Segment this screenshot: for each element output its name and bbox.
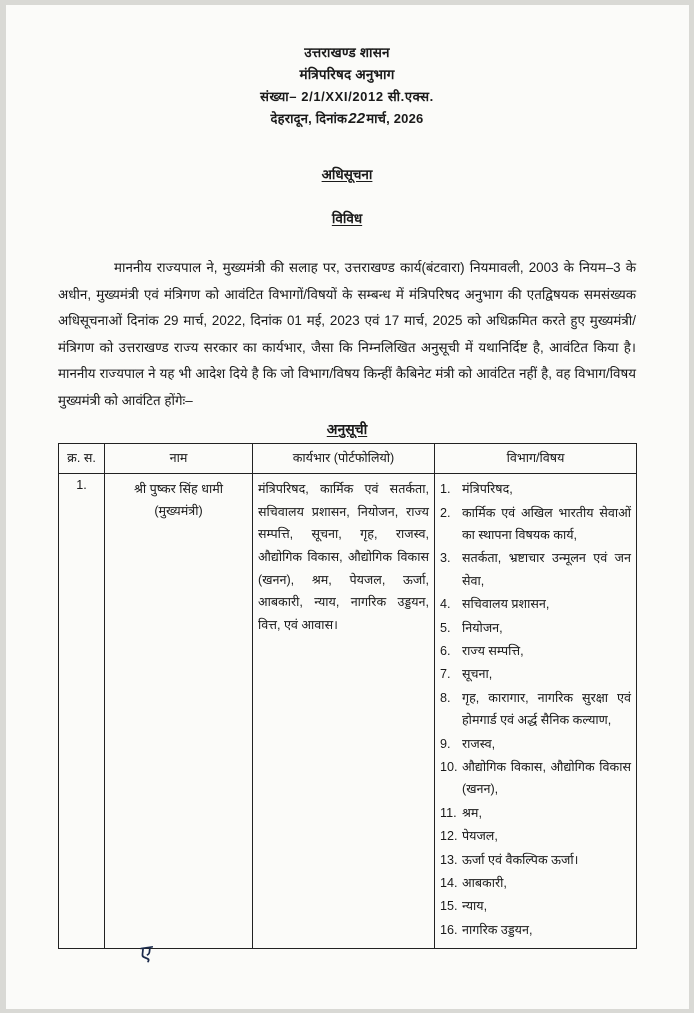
- list-item: [440, 756, 631, 801]
- list-item-label: सूचना,: [462, 667, 493, 682]
- list-item: [440, 478, 631, 500]
- list-item-number: 6.: [440, 643, 451, 658]
- list-item: [440, 825, 631, 847]
- title-block: [58, 165, 636, 227]
- list-item-number: 5.: [440, 620, 451, 635]
- list-item: [440, 617, 631, 639]
- minister-designation: (मुख्यमंत्री): [154, 504, 203, 519]
- list-item: [440, 547, 631, 592]
- list-item-label: गृह, कारागार, नागरिक सुरक्षा एवं होमगार्ड एवं अर्द्ध सैनिक कल्याण,: [462, 690, 631, 728]
- column-header-portfolio: कार्यभार (पोर्टफोलियो): [253, 444, 435, 474]
- column-header-serial-label: क्र. स.: [67, 451, 96, 466]
- list-item-number: 13.: [440, 852, 458, 867]
- department-list: [440, 478, 631, 941]
- list-item-label: राज्य सम्पत्ति,: [462, 643, 524, 658]
- minister-name: श्री पुष्कर सिंह धामी: [133, 482, 224, 497]
- list-item: [440, 802, 631, 824]
- list-item: [440, 502, 631, 547]
- list-item-number: 8.: [440, 690, 451, 705]
- list-item-number: 2.: [440, 505, 451, 520]
- list-item-label: कार्मिक एवं अखिल भारतीय सेवाओं का स्थापना विषयक कार्य,: [462, 505, 631, 542]
- list-item: [440, 640, 631, 662]
- header-date-stamp: 22: [348, 109, 366, 127]
- header-government-name: उत्तराखण्ड शासन: [304, 45, 390, 60]
- header-reference-number: संख्या– 2/1/XXI/2012 सी.एक्स.: [260, 88, 434, 104]
- list-item: [440, 849, 631, 871]
- notification-title: अधिसूचना: [321, 167, 373, 183]
- header-place-and-date: [58, 107, 636, 131]
- notification-body-paragraph: माननीय राज्यपाल ने, मुख्यमंत्री की सलाह पर, उत्तराखण्ड कार्य(बंटवारा) नियमावली, 2003 के नियम–3 के अधीन, मुख्यमंत्री एवं मंत्रिगण को आवंटित विभागों/विषयों के सम्बन्ध में मंत्रिपरिषद अनुभाग की एतद्विषयक समसंख्यक अधिसूचनाओं दिनांक 29 मार्च, 2022, दिनांक 01 मई, 2023 एवं 17 मार्च, 2025 को अधिक्रमित करते हुए मुख्यमंत्री/मंत्रिगण को उत्तराखण्ड राज्य सरकार का कार्यभार, जैसा कि निम्नलिखित अनुसूची में यथानिर्दिष्ट है, आवंटित किया है। माननीय राज्यपाल ने यह भी आदेश दिये है कि जो विभाग/विषय किन्हीं कैबिनेट मंत्री को आवंटित नहीं है, वह विभाग/विषय मुख्यमंत्री को आवंटित होंगेः–: [58, 260, 636, 408]
- list-item-number: 4.: [440, 597, 451, 612]
- list-item-label: औद्योगिक विकास, औद्योगिक विकास (खनन),: [462, 760, 631, 797]
- list-item-label: आबकारी,: [462, 876, 507, 891]
- list-item-number: 9.: [440, 736, 451, 751]
- list-item: [440, 733, 631, 755]
- list-item-label: मंत्रिपरिषद,: [462, 482, 513, 497]
- list-item-number: 14.: [440, 876, 458, 891]
- list-item-number: 16.: [440, 922, 458, 937]
- list-item-label: सतर्कता, भ्रष्टाचार उन्मूलन एवं जन सेवा,: [462, 551, 631, 588]
- list-item-number: 15.: [440, 899, 458, 914]
- column-header-serial: [59, 444, 105, 474]
- column-header-departments: विभाग/विषय: [435, 444, 637, 474]
- list-item-number: 12.: [440, 829, 458, 844]
- header-date-suffix: मार्च, 2026: [366, 110, 424, 126]
- cell-serial-number: 1.: [59, 474, 105, 949]
- list-item-number: 3.: [440, 551, 451, 566]
- list-item-label: श्रम,: [462, 805, 482, 820]
- table-row: [59, 474, 637, 949]
- header-date-prefix: देहरादून, दिनांक: [270, 110, 348, 126]
- list-item-number: 11.: [440, 805, 457, 820]
- list-item-label: नियोजन,: [462, 620, 503, 635]
- list-item-number: 7.: [440, 667, 451, 682]
- list-item-label: राजस्व,: [462, 736, 496, 751]
- list-item: [440, 593, 631, 615]
- list-item-label: पेयजल,: [462, 829, 498, 844]
- list-item-label: न्याय,: [462, 899, 488, 914]
- cell-departments: [435, 474, 637, 949]
- schedule-heading: अनुसूची: [326, 421, 368, 438]
- notification-subject: विविध: [331, 211, 363, 227]
- list-item: [440, 872, 631, 894]
- cell-portfolio: मंत्रिपरिषद, कार्मिक एवं सतर्कता, सचिवालय प्रशासन, नियोजन, राज्य सम्पत्ति, सूचना, गृह, राजस्व, औद्योगिक विकास, औद्योगिक विकास (खनन), श्रम, पेयजल, ऊर्जा, आबकारी, न्याय, नागरिक उड्डयन, वित्त, एवं आवास।: [253, 474, 435, 949]
- column-header-name: नाम: [105, 444, 253, 474]
- document-header: [58, 42, 636, 131]
- table-header-row: [59, 444, 637, 474]
- header-department-name: मंत्रिपरिषद अनुभाग: [299, 66, 395, 82]
- schedule-table: [58, 443, 637, 949]
- handwritten-signature: ए: [136, 940, 152, 967]
- list-item-number: 1.: [440, 482, 451, 497]
- list-item-label: नागरिक उड्डयन,: [462, 922, 533, 937]
- list-item: [440, 919, 631, 941]
- cell-minister-name: [105, 474, 253, 949]
- list-item: [440, 895, 631, 917]
- list-item-label: ऊर्जा एवं वैकल्पिक ऊर्जा।: [462, 852, 579, 867]
- list-item-label: सचिवालय प्रशासन,: [462, 597, 550, 612]
- list-item: [440, 663, 631, 685]
- list-item: [440, 687, 631, 732]
- list-item-number: 10.: [440, 760, 458, 775]
